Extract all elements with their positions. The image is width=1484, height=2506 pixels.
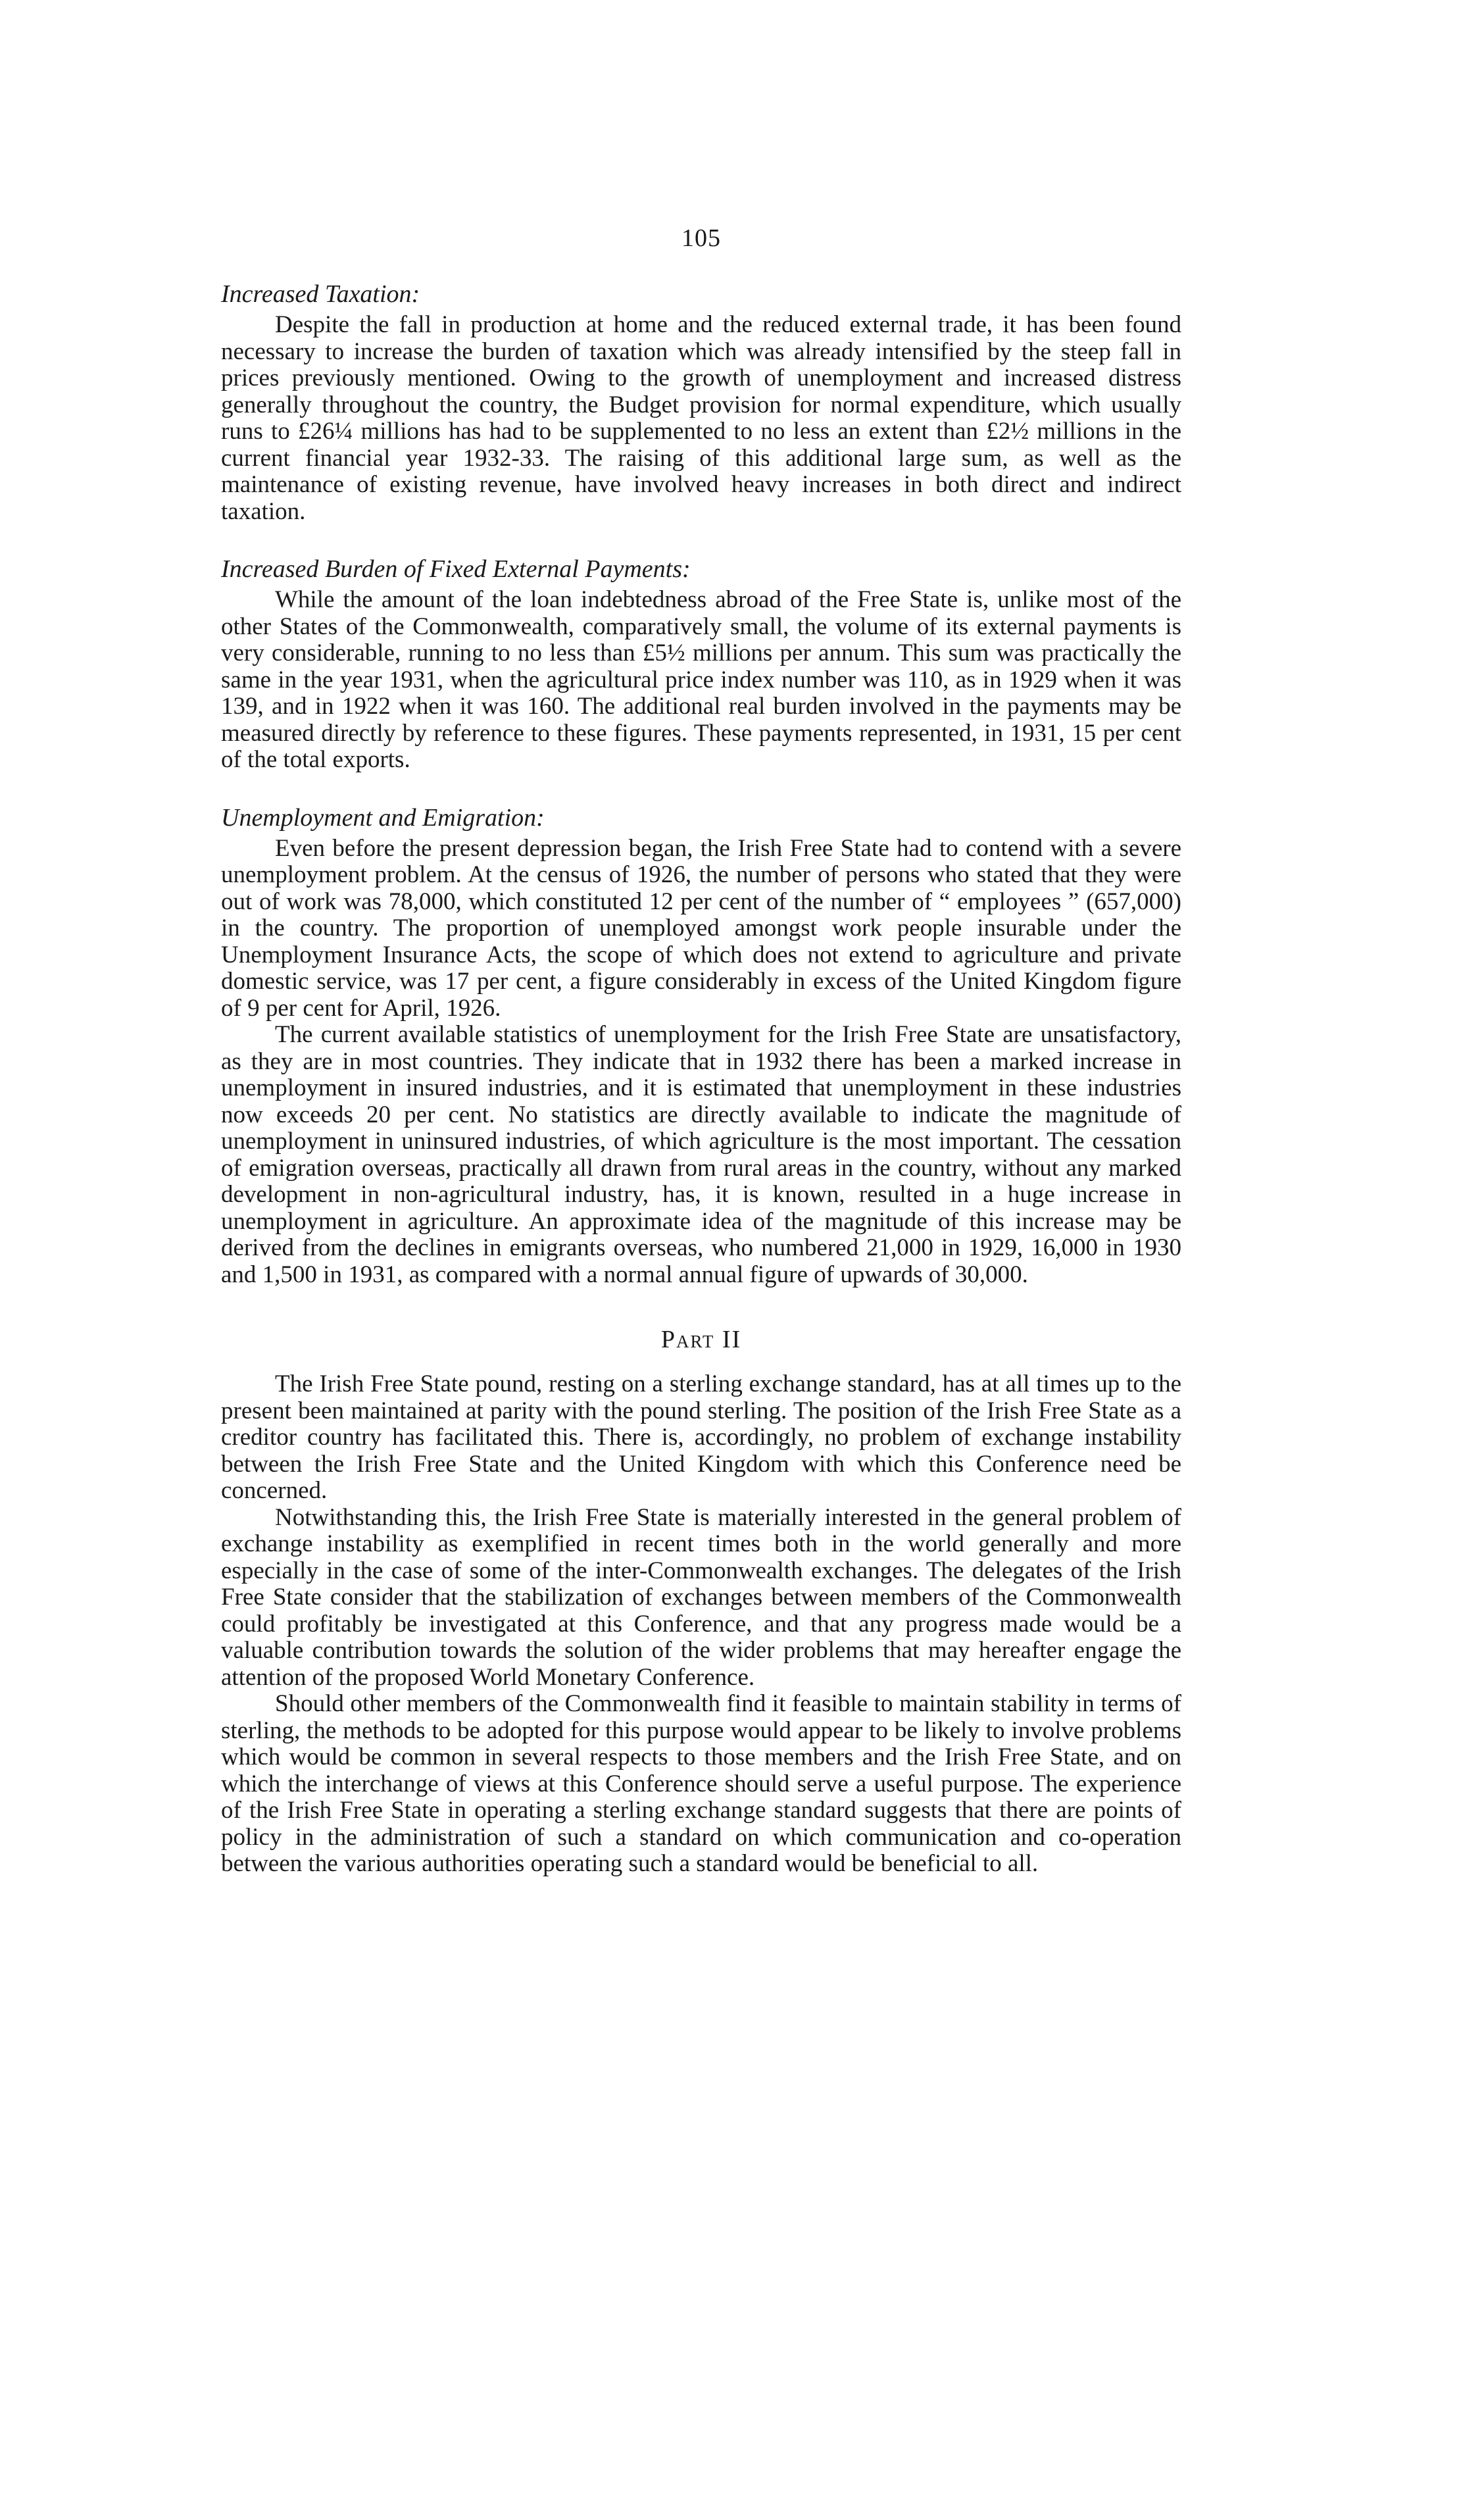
section-heading: Increased Burden of Fixed External Payments:	[221, 555, 691, 583]
paragraph: Notwithstanding this, the Irish Free State is materially interested in the general problem of exchange instability as exemplified in recent times both in the world generally and more especially in the case of some of the inter-Commonwealth exchanges. The delegates of the Irish Free State consider that the stabilization of exchanges between members of the Commonwealth could profitably be investigated at this Conference, and that any progress made would be a valuable contribution towards the solution of the wider problems that may hereafter engage the attention of the proposed World Monetary Conference.	[221, 1503, 1181, 1691]
paragraph: Should other members of the Commonwealth find it feasible to maintain stability in terms of sterling, the methods to be adopted for this purpose would appear to be likely to involve problems which would be common in several respects to those members and the Irish Free State, and on which the interchange of views at this Conference should serve a useful purpose. The experience of the Irish Free State in operating a sterling exchange standard suggests that there are points of policy in the administration of such a standard on which communication and co-operation between the various authorities operating such a standard would be beneficial to all.	[221, 1690, 1181, 1877]
page-number: 105	[681, 224, 721, 252]
section-external-payments	[221, 554, 1181, 774]
document-page	[221, 224, 1181, 1878]
paragraph: The current available statistics of unemployment for the Irish Free State are unsatisfactory, as they are in most countries. They indicate that in 1932 there has been a marked increase in unemployment in insured industries, and it is estimated that unemployment in these industries now exceeds 20 per cent. No statistics are directly available to indicate the magnitude of unemployment in uninsured industries, of which agriculture is the most important. The cessation of emigration overseas, practically all drawn from rural areas in the country, without any marked development in non-agricultural industry, has, it is known, resulted in a huge increase in unemployment in agriculture. An approximate idea of the magnitude of this increase may be derived from the declines in emigrants overseas, who numbered 21,000 in 1929, 16,000 in 1930 and 1,500 in 1931, as compared with a normal annual figure of upwards of 30,000.	[221, 1021, 1181, 1288]
section-increased-taxation	[221, 279, 1181, 525]
section-unemployment-emigration	[221, 803, 1181, 1289]
paragraph: While the amount of the loan indebtedness abroad of the Free State is, unlike most of the other States of the Commonwealth, comparatively small, the volume of its external payments is very considerable, running to no less than £5½ millions per annum. This sum was practically the same in the year 1931, when the agricultural price index number was 110, as in 1929 when it was 139, and in 1922 when it was 160. The additional real burden involved in the payments may be measured directly by reference to these figures. These payments represented, in 1931, 15 per cent of the total exports.	[221, 586, 1181, 773]
part-two-body	[221, 1371, 1181, 1878]
section-heading: Increased Taxation:	[221, 280, 420, 308]
part-heading: Part II	[660, 1326, 742, 1353]
section-heading: Unemployment and Emigration:	[221, 803, 545, 832]
paragraph: Despite the fall in production at home and the reduced external trade, it has been found necessary to increase the burden of taxation which was already intensified by the steep fall in prices previously mentioned. Owing to the growth of unemployment and increased distress generally throughout the country, the Budget provision for normal expenditure, which usually runs to £26¼ millions has had to be supplemented to no less an extent than £2½ millions in the current financial year 1932-33. The raising of this additional large sum, as well as the maintenance of existing revenue, have involved heavy increases in both direct and indirect taxation.	[221, 311, 1181, 525]
paragraph: The Irish Free State pound, resting on a sterling exchange standard, has at all times up to the present been maintained at parity with the pound sterling. The position of the Irish Free State as a creditor country has facilitated this. There is, accordingly, no problem of exchange instability between the Irish Free State and the United Kingdom with which this Conference need be concerned.	[221, 1370, 1181, 1504]
paragraph: Even before the present depression began, the Irish Free State had to contend with a severe unemployment problem. At the census of 1926, the number of persons who stated that they were out of work was 78,000, which constituted 12 per cent of the number of “ employees ” (657,000) in the country. The proportion of unemployed amongst work people insurable under the Unemployment Insurance Acts, the scope of which does not extend to agriculture and private domestic service, was 17 per cent, a figure considerably in excess of the United Kingdom figure of 9 per cent for April, 1926.	[221, 834, 1181, 1022]
